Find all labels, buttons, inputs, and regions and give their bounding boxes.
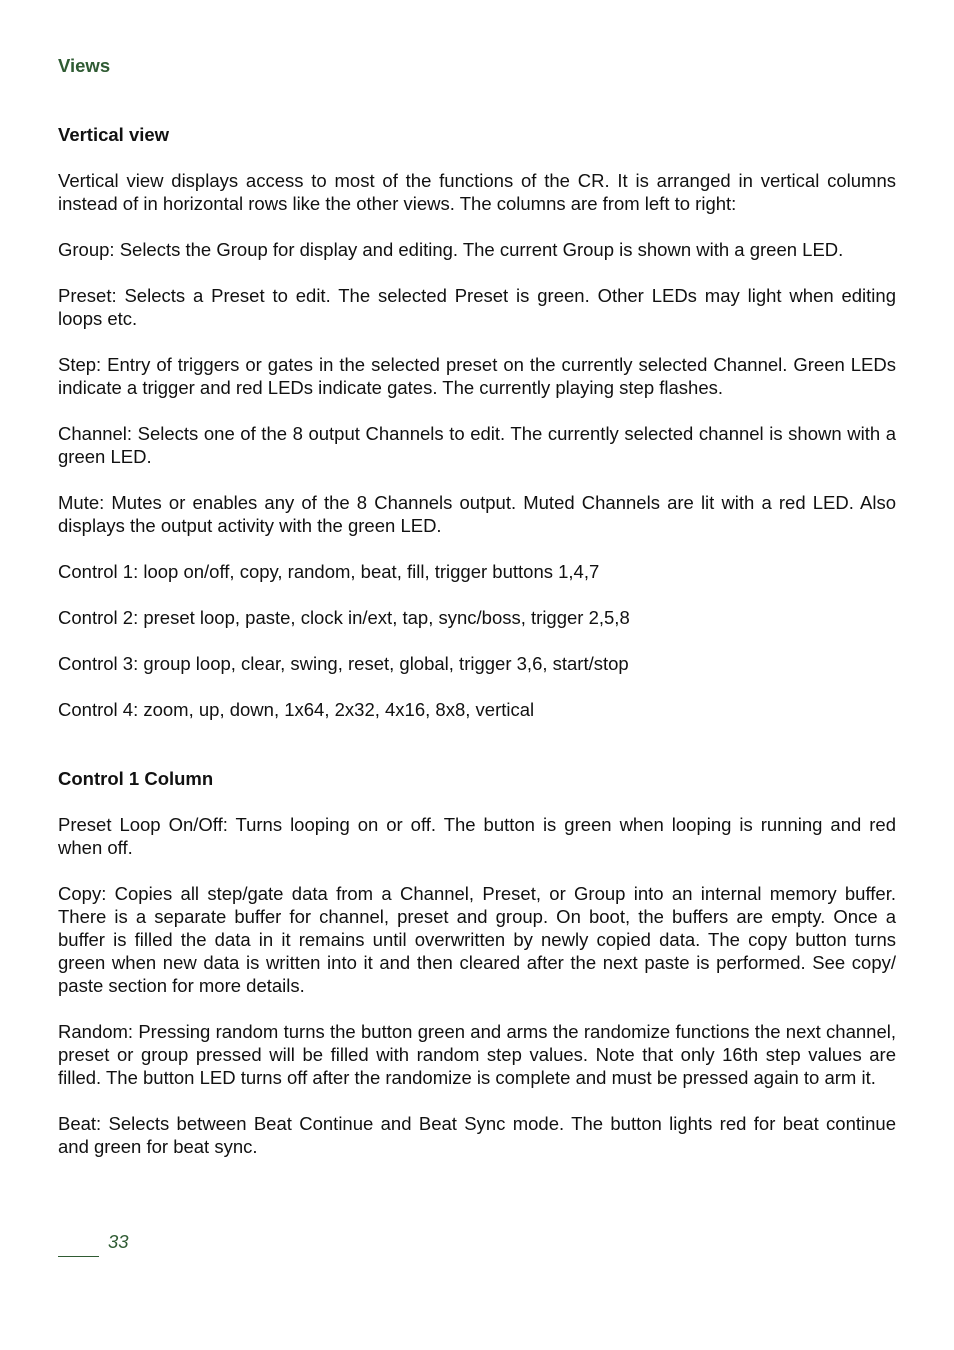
paragraph: Vertical view displays access to most of the functions of the CR. It is arranged in vertical columns instead of in horizontal rows like the other views. The columns are from left to right: — [58, 170, 896, 214]
paragraph: Preset: Selects a Preset to edit. The selected Preset is green. Other LEDs may light when editing loops etc. — [58, 285, 896, 329]
paragraph: Step: Entry of triggers or gates in the selected preset on the currently selected Channel. Green LEDs indicate a trigger and red LEDs indicate gates. The currently playing step flashes. — [58, 354, 896, 398]
paragraph: Random: Pressing random turns the button green and arms the randomize functions the next channel, preset or group pressed will be filled with random step values. Note that only 16th step values are filled. The button LED turns off after the randomize is complete and must be pressed again to arm it. — [58, 1021, 896, 1088]
subsection-heading-vertical-view: Vertical view — [58, 124, 170, 145]
paragraph: Control 3: group loop, clear, swing, reset, global, trigger 3,6, start/stop — [58, 653, 629, 674]
paragraph: Mute: Mutes or enables any of the 8 Channels output. Muted Channels are lit with a red LED. Also displays the output activity with the green LED. — [58, 492, 896, 536]
subsection-heading-control-1-column: Control 1 Column — [58, 768, 214, 789]
text-flow — [58, 123, 896, 1158]
paragraph: Control 1: loop on/off, copy, random, beat, fill, trigger buttons 1,4,7 — [58, 561, 600, 582]
paragraph: Channel: Selects one of the 8 output Channels to edit. The currently selected channel is shown with a green LED. — [58, 423, 896, 467]
paragraph: Beat: Selects between Beat Continue and Beat Sync mode. The button lights red for beat continue and green for beat sync. — [58, 1113, 896, 1157]
paragraph: Control 2: preset loop, paste, clock in/ext, tap, sync/boss, trigger 2,5,8 — [58, 607, 630, 628]
paragraph: Control 4: zoom, up, down, 1x64, 2x32, 4x16, 8x8, vertical — [58, 699, 535, 720]
footer-rule — [58, 1256, 99, 1257]
paragraph: Copy: Copies all step/gate data from a Channel, Preset, or Group into an internal memory buffer. There is a separate buffer for channel, preset and group. On boot, the buffers are empty. Once a buffer is filled the data in it remains until overwritten by newly copied data. The copy button turns green when new data is written into it and then cleared after the next paste is performed. See copy/​paste section for more details. — [58, 883, 896, 996]
paragraph: Preset Loop On/Off: Turns looping on or off. The button is green when looping is running and red when off. — [58, 814, 896, 858]
section-title: Views — [58, 55, 111, 76]
page-footer — [58, 1228, 178, 1258]
paragraph: Group: Selects the Group for display and editing. The current Group is shown with a green LED. — [58, 239, 844, 260]
page-number: 33 — [108, 1231, 129, 1252]
